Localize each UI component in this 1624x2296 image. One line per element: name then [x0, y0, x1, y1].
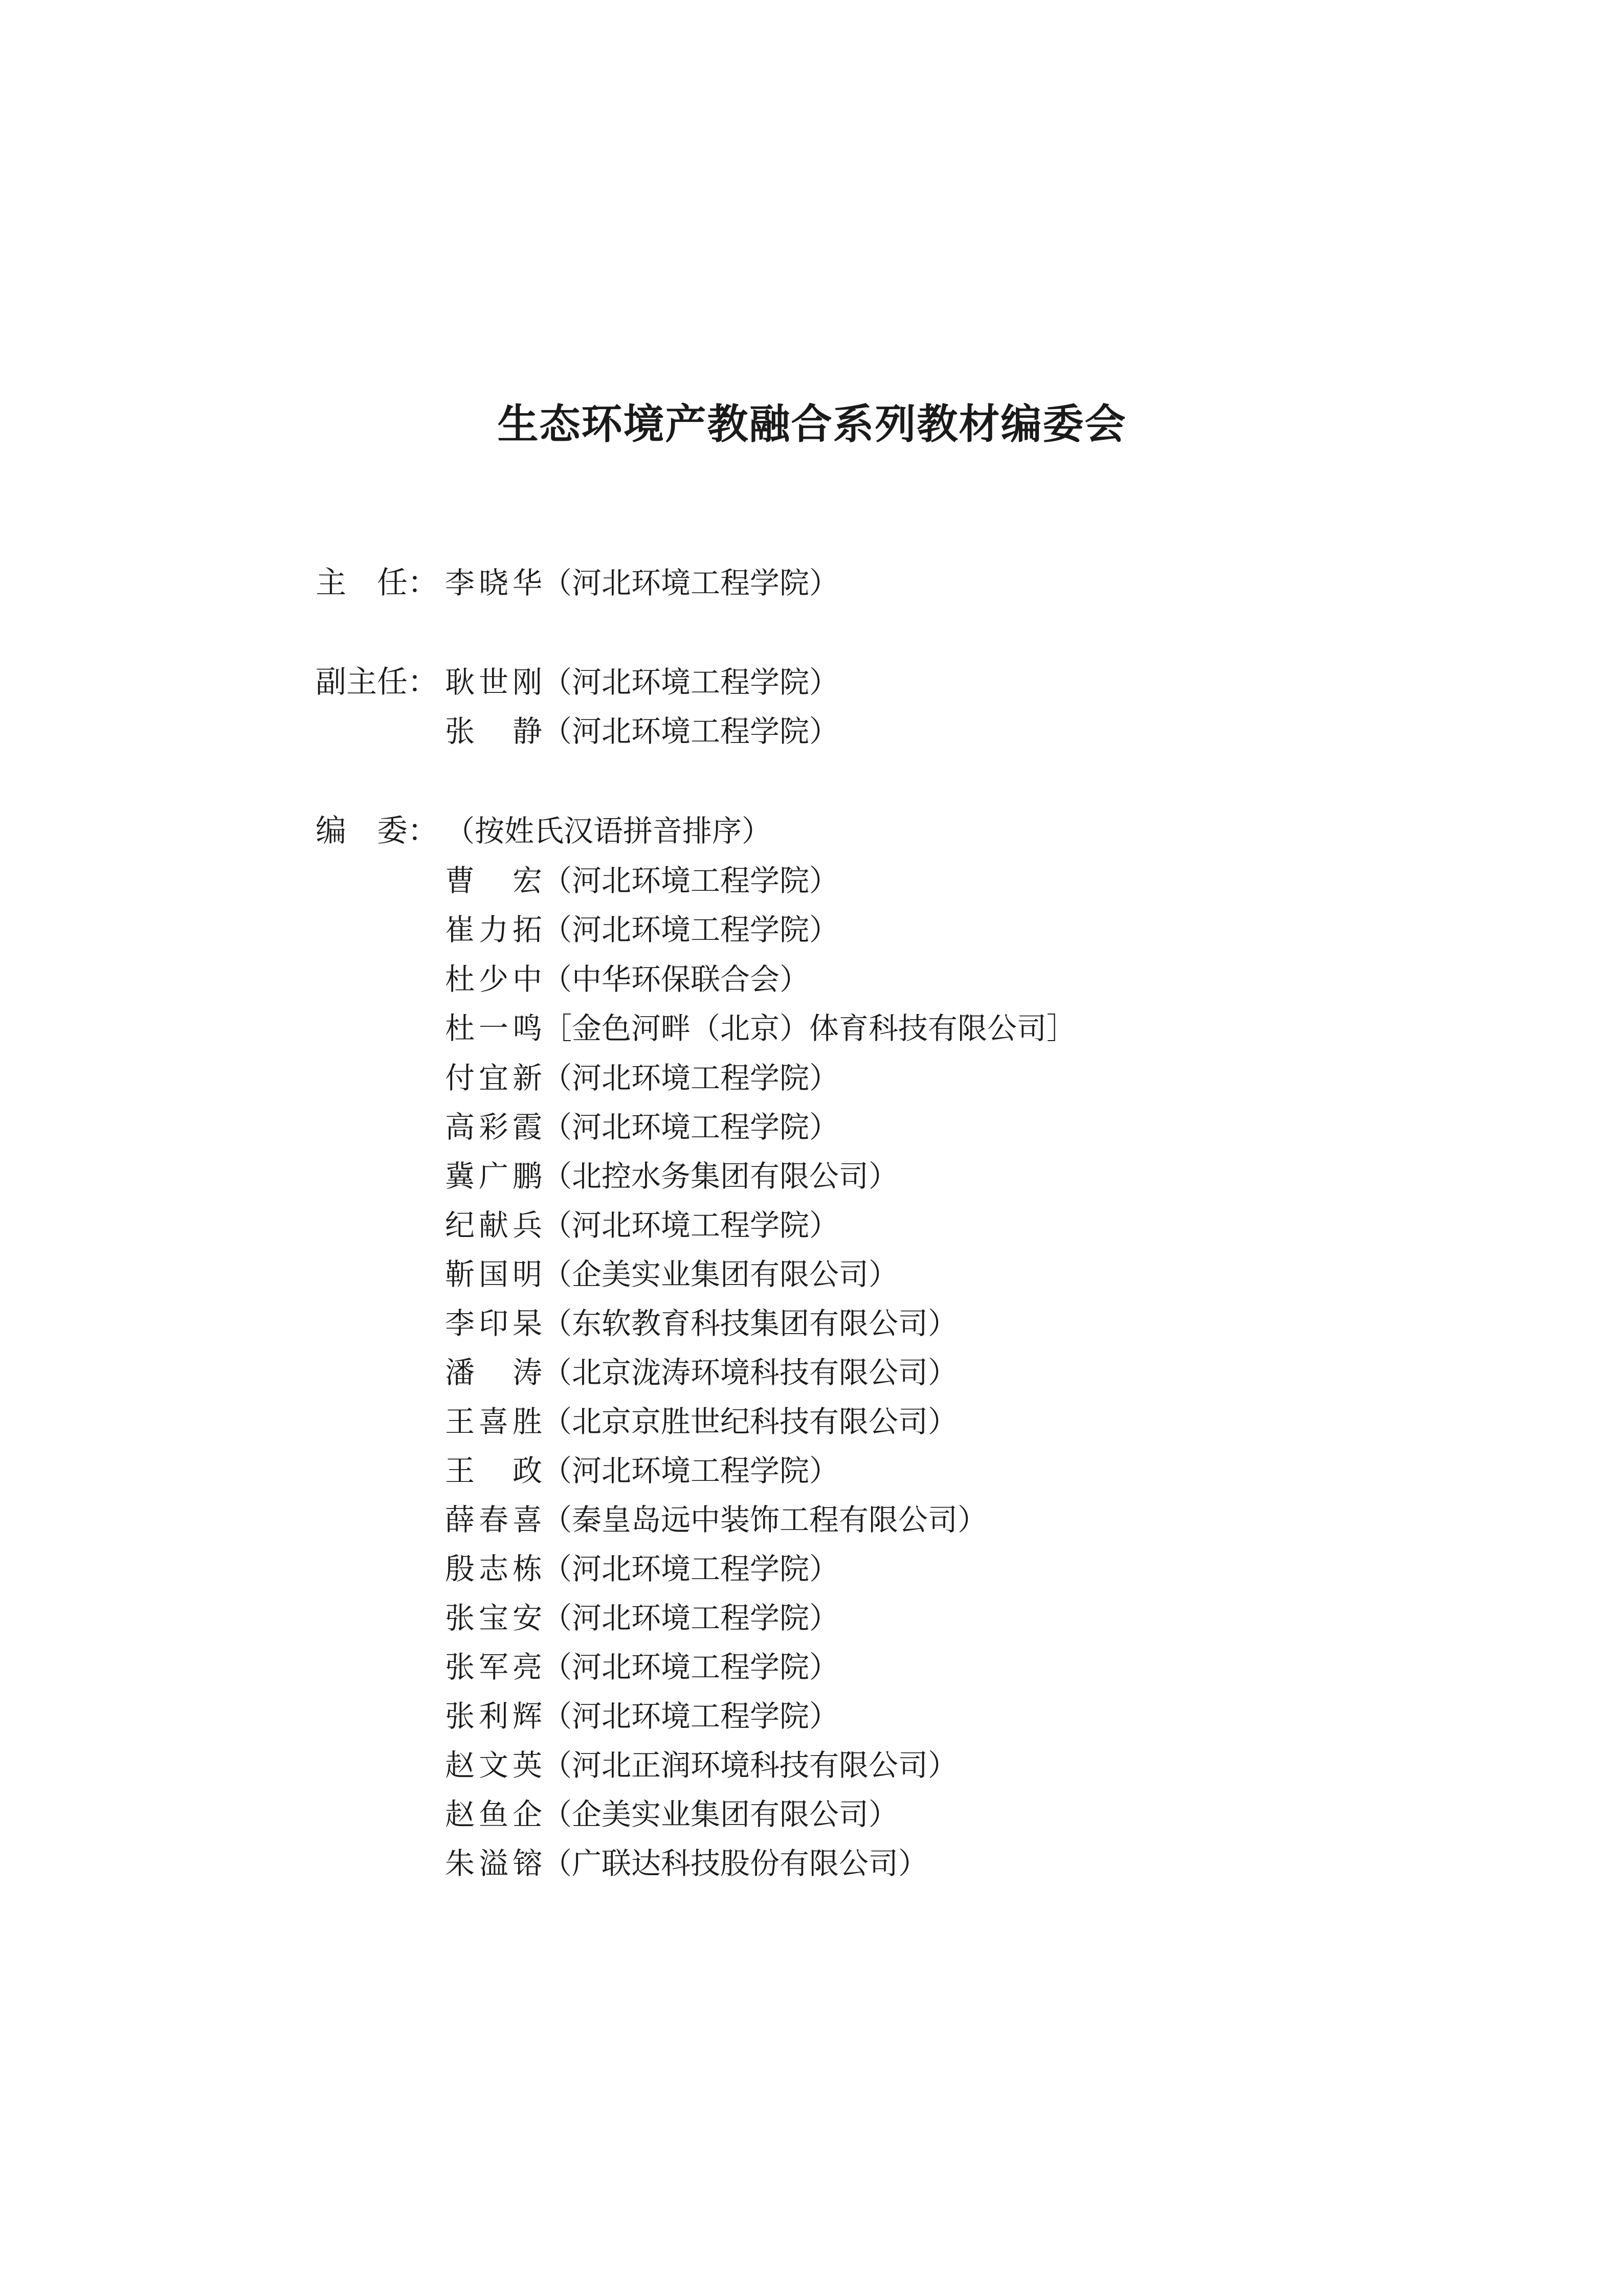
deputy-label: 副主任： — [316, 664, 438, 700]
editor-name: 张军亮 — [445, 1650, 542, 1684]
editor-name: 杜一鸣 — [445, 1011, 542, 1046]
editor-org: （河北环境工程学院） — [542, 1208, 839, 1243]
editor-name: 纪献兵 — [445, 1208, 542, 1243]
editor-name: 张宝安 — [445, 1601, 542, 1635]
editor-entry — [445, 1057, 839, 1098]
deputy-org: （河北环境工程学院） — [542, 665, 839, 700]
director-entry — [445, 562, 839, 603]
editor-entry — [445, 1156, 898, 1197]
editor-name: 薛春喜 — [445, 1502, 542, 1537]
editor-name: 高彩霞 — [445, 1110, 542, 1144]
editor-entry — [445, 1548, 839, 1589]
editor-org: ［金色河畔（北京）体育科技有限公司］ — [542, 1011, 1077, 1046]
editor-org: （中华环保联合会） — [542, 962, 810, 997]
editor-org: （广联达科技股份有限公司） — [542, 1846, 928, 1881]
editor-name: 张利辉 — [445, 1699, 542, 1734]
editor-org: （河北环境工程学院） — [542, 912, 839, 947]
editor-org: （河北环境工程学院） — [542, 1110, 839, 1144]
deputy-name: 耿世刚 — [445, 665, 542, 700]
editor-name: 赵鱼企 — [445, 1797, 542, 1832]
editor-org: （河北环境工程学院） — [542, 1551, 839, 1586]
editor-name: 赵文英 — [445, 1748, 542, 1783]
editor-name: 付宜新 — [445, 1061, 542, 1095]
director-label — [316, 562, 438, 603]
editor-entry — [445, 909, 839, 950]
editor-entry — [445, 1303, 958, 1344]
editor-org: （北控水务集团有限公司） — [542, 1159, 899, 1194]
editor-name: 李印杲 — [445, 1306, 542, 1341]
deputy-entry — [445, 711, 839, 752]
editor-entry — [445, 959, 809, 1000]
editor-entry — [445, 1254, 898, 1295]
editor-org: （北京泷涛环境科技有限公司） — [542, 1355, 958, 1390]
editor-entry — [445, 1745, 958, 1786]
editors-label-part-a: 编 — [316, 813, 346, 849]
editor-name: 潘涛 — [445, 1355, 542, 1390]
director-label-part-b: 任： — [377, 565, 438, 601]
editor-entry — [445, 1597, 839, 1638]
editor-org: （企美实业集团有限公司） — [542, 1797, 899, 1832]
editor-org: （秦皇岛远中装饰工程有限公司） — [542, 1502, 988, 1537]
editor-name: 王喜胜 — [445, 1404, 542, 1439]
editor-org: （河北环境工程学院） — [542, 863, 839, 898]
deputy-name: 张静 — [445, 714, 542, 749]
editor-org: （北京京胜世纪科技有限公司） — [542, 1404, 958, 1439]
editor-entry — [445, 1696, 839, 1737]
deputy-entry — [445, 662, 839, 703]
director-label-part-a: 主 — [316, 565, 346, 601]
editor-org: （河北环境工程学院） — [542, 1061, 839, 1095]
editor-name: 曹宏 — [445, 863, 542, 898]
editor-name: 靳国明 — [445, 1257, 542, 1292]
editors-sort-note: （按姓氏汉语拼音排序） — [445, 814, 772, 848]
editor-entry — [445, 1450, 839, 1491]
editor-org: （河北正润环境科技有限公司） — [542, 1748, 958, 1783]
director-org: （河北环境工程学院） — [542, 566, 839, 600]
editor-entry — [445, 1647, 839, 1687]
editor-org: （河北环境工程学院） — [542, 1601, 839, 1635]
editor-org: （河北环境工程学院） — [542, 1453, 839, 1488]
editor-name: 朱溢镕 — [445, 1846, 542, 1881]
editor-entry — [445, 1205, 839, 1246]
director-name: 李晓华 — [445, 566, 542, 600]
editor-entry — [445, 1499, 987, 1540]
page-title: 生态环境产教融合系列教材编委会 — [497, 400, 1127, 448]
editor-name: 王政 — [445, 1453, 542, 1488]
editor-org: （河北环境工程学院） — [542, 1699, 839, 1734]
editor-name: 冀广鹏 — [445, 1159, 542, 1194]
editor-entry — [445, 1107, 839, 1147]
editor-entry — [445, 860, 839, 901]
editor-org: （河北环境工程学院） — [542, 1650, 839, 1684]
editor-entry — [445, 1794, 898, 1835]
editors-label — [316, 811, 438, 851]
editor-name: 崔力拓 — [445, 912, 542, 947]
editor-entry — [445, 1352, 958, 1393]
editor-entry — [445, 1401, 958, 1442]
editor-org: （东软教育科技集团有限公司） — [542, 1306, 958, 1341]
editors-label-part-b: 委： — [377, 813, 438, 849]
editor-entry — [445, 1843, 928, 1884]
editor-org: （企美实业集团有限公司） — [542, 1257, 899, 1292]
editor-name: 杜少中 — [445, 962, 542, 997]
editor-entry — [445, 1008, 1076, 1049]
deputy-org: （河北环境工程学院） — [542, 714, 839, 749]
editor-name: 殷志栋 — [445, 1551, 542, 1586]
